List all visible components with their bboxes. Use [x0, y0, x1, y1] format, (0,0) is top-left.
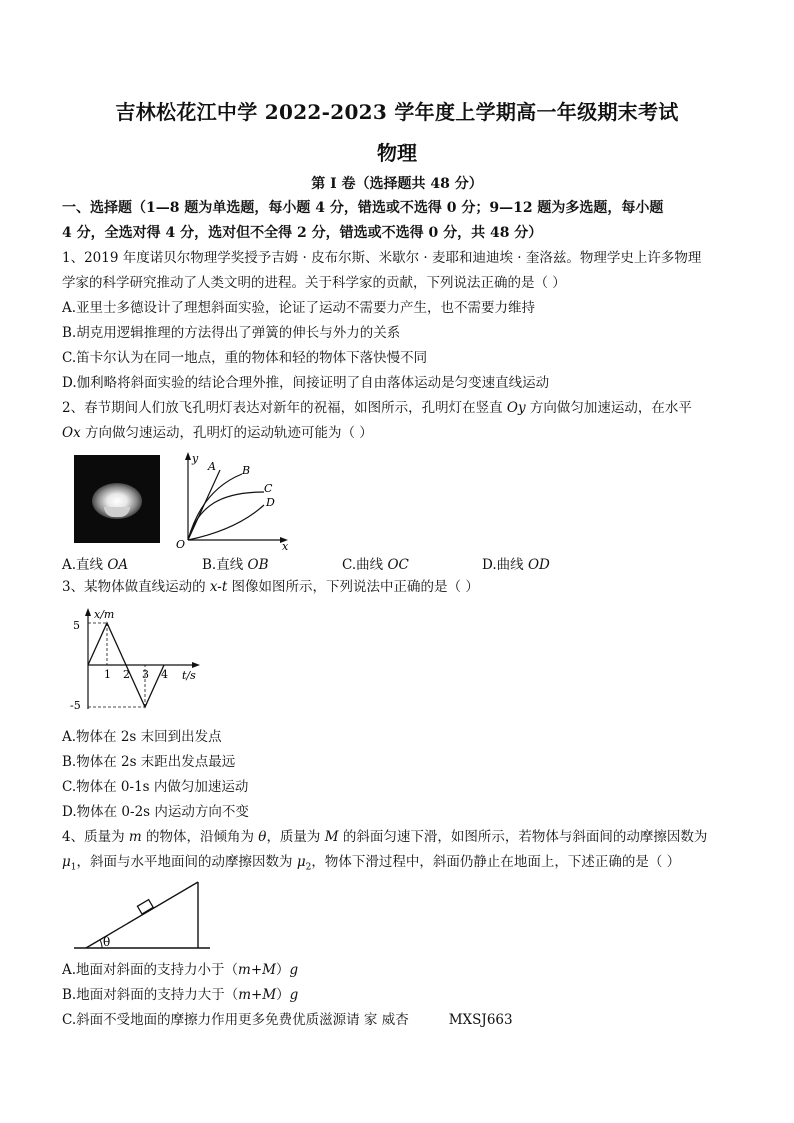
q2-stem-text-b: 方向做匀加速运动，在水平	[525, 400, 692, 416]
q1-stem-line-1: 1、2019 年度诺贝尔物理学奖授予吉姆 · 皮布尔斯、米歇尔 · 麦耶和迪迪埃 · 奎洛兹。物理学史上许多物理	[62, 250, 702, 266]
xt-y-label: x/m	[94, 608, 115, 621]
q3-stem: 3、某物体做直线运动的 x-t 图像如图所示，下列说法中正确的是（ ）	[62, 579, 479, 595]
curve-od	[188, 505, 264, 540]
q2-stem-text-a: 2、春节期间人们放飞孔明灯表达对新年的祝福，如图所示，孔明灯在竖直	[62, 400, 507, 416]
instructions-line-2: 4 分，全选对得 4 分，选对但不全得 2 分，错选或不选得 0 分，共 48 分）	[62, 225, 543, 241]
q4-var-mu1: μ	[62, 854, 71, 870]
incline-figure	[70, 876, 215, 952]
graph-origin-label: O	[176, 538, 186, 550]
curve-ob	[188, 474, 242, 540]
q3-option-c: C.物体在 0-1s 内做匀加速运动	[62, 779, 249, 795]
xt-x-tick-1: 1	[104, 668, 111, 681]
q4-var-mu2: μ	[296, 854, 306, 870]
q4-option-b: B.地面对斜面的支持力大于（m+M）g	[62, 987, 299, 1003]
watermark-text: MXSJ663	[448, 1012, 513, 1028]
xt-y-tick-5: 5	[73, 619, 80, 632]
q2-stem-line-2	[62, 424, 373, 442]
subject-title: 物理	[377, 141, 417, 165]
exam-title: 吉林松花江中学 2022-2023 学年度上学期高一年级期末考试	[115, 100, 679, 124]
q3-option-d: D.物体在 0-2s 内运动方向不变	[62, 804, 249, 820]
q3-var-xt: x-t	[209, 579, 228, 595]
q2-var-ox: Ox	[62, 425, 81, 441]
q3-option-b: B.物体在 2s 末距出发点最远	[62, 754, 236, 770]
q2-stem-text-c: 方向做匀速运动，孔明灯的运动轨迹可能为（ ）	[80, 425, 373, 441]
xt-x-tick-2: 2	[123, 668, 130, 681]
instructions-line-1: 一、选择题（1—8 题为单选题，每小题 4 分，错选或不选得 0 分；9—12 题为多选题，每小题	[62, 200, 664, 216]
q2-var-oy: Oy	[506, 400, 526, 416]
xt-x-tick-3: 3	[142, 668, 149, 681]
q2-option-c: C.曲线 OC	[342, 557, 409, 573]
q2-option-a: A.直线 OA	[62, 557, 129, 573]
angle-arc	[100, 940, 102, 948]
angle-label-theta: θ	[103, 935, 111, 949]
q2-stem-line-1	[62, 399, 692, 417]
curve-label-d: D	[266, 496, 275, 509]
curve-label-c: C	[264, 482, 273, 495]
q3-option-a: A.物体在 2s 末回到出发点	[62, 729, 222, 745]
q4-stem-line-1: 4、质量为 m 的物体，沿倾角为 θ，质量为 M 的斜面匀速下滑，如图所示，若物体与斜面间的动摩擦因数为	[62, 829, 708, 845]
curve-label-b: B	[242, 464, 251, 477]
q4-option-c: C.斜面不受地面的摩擦力作用更多免费优质滋源请 家 威杏 MXSJ663	[62, 1012, 513, 1028]
block	[137, 900, 153, 914]
xt-graph	[70, 603, 210, 718]
curve-oc	[188, 492, 264, 540]
graph-x-label: x	[282, 540, 289, 550]
q1-stem-line-2: 学家的科学研究推动了人类文明的进程。关于科学家的贡献，下列说法正确的是（ ）	[62, 275, 566, 291]
q2-option-d: D.曲线 OD	[482, 557, 550, 573]
q1-option-c: C.笛卡尔认为在同一地点，重的物体和轻的物体下落快慢不同	[62, 350, 428, 366]
q1-option-b: B.胡克用逻辑推理的方法得出了弹簧的伸长与外力的关系	[62, 325, 401, 341]
xt-x-axis-arrow	[192, 662, 200, 668]
q4-option-a: A.地面对斜面的支持力小于（m+M）g	[62, 962, 299, 978]
curve-label-a: A	[208, 460, 216, 473]
q1-option-a: A.亚里士多德设计了理想斜面实验，论证了运动不需要力产生，也不需要力维持	[62, 300, 536, 316]
q2-option-b: B.直线 OB	[202, 557, 269, 573]
q4-stem-line-2: $\mu_1$，斜面与水平地面间的动摩擦因数为 $\mu_2$，物体下滑过程中，斜面仍静止在地面上，下述正确的是（ ）	[62, 854, 681, 873]
section-title: 第 I 卷（选择题共 48 分）	[311, 176, 483, 192]
graph-y-label: y	[192, 452, 199, 465]
xt-x-tick-4: 4	[161, 668, 168, 681]
xt-y-tick-neg5: -5	[70, 699, 81, 712]
xt-x-label: t/s	[182, 669, 196, 682]
y-axis-arrow	[185, 452, 191, 460]
q4-var-m: m	[128, 829, 142, 845]
trajectory-graph	[172, 450, 292, 550]
sky-lantern-photo	[74, 455, 160, 543]
q1-option-d: D.伽利略将斜面实验的结论合理外推，间接证明了自由落体运动是匀变速直线运动	[62, 375, 550, 391]
xt-y-axis-arrow	[85, 608, 91, 616]
q4-var-M: M	[324, 829, 339, 845]
q4-var-theta: θ	[258, 829, 267, 845]
